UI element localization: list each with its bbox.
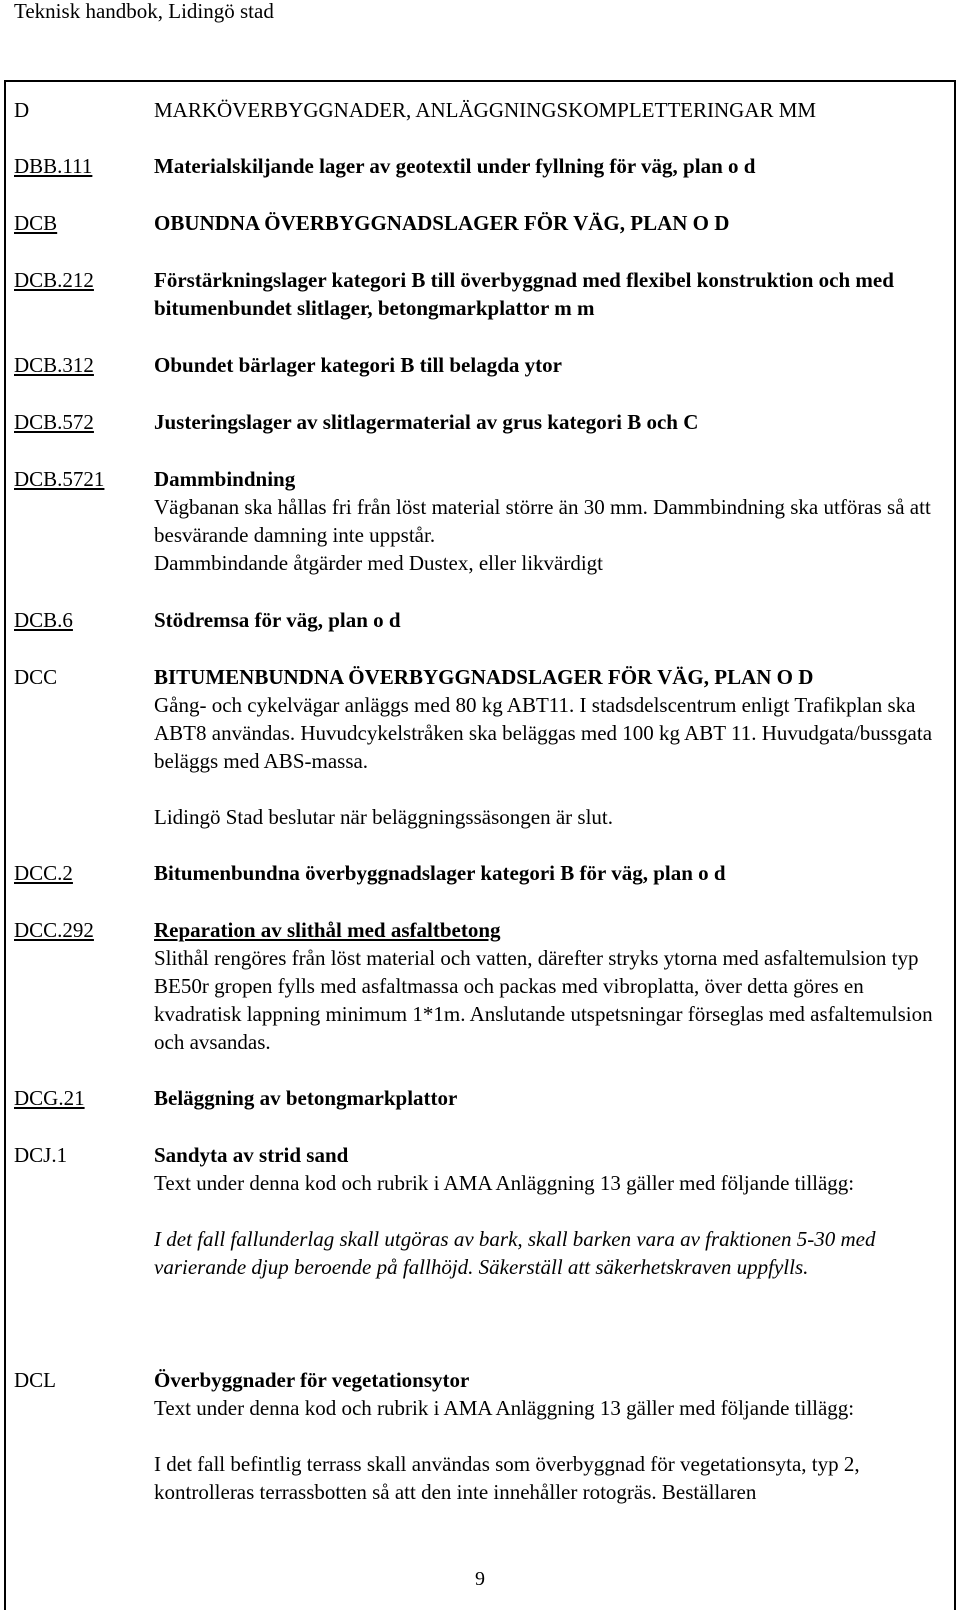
section-code: DCB.212: [14, 268, 94, 292]
section-content: [154, 663, 934, 831]
section-content: [154, 916, 934, 1056]
section-content: [154, 465, 934, 577]
section-note: Dammbindande åtgärder med Dustex, eller likvärdigt: [154, 551, 604, 575]
section-heading: Obundet bärlager kategori B till belagda ytor: [154, 353, 562, 377]
section-note: I det fall fallunderlag skall utgöras av bark, skall barken vara av fraktionen 5-30 med varierande djup beroende på fallhöjd. Säkerställ att säkerhetskraven uppfylls.: [154, 1227, 876, 1279]
running-header: Teknisk handbok, Lidingö stad: [14, 0, 274, 23]
section-heading: Sandyta av strid sand: [154, 1143, 349, 1167]
section-body: Text under denna kod och rubrik i AMA Anläggning 13 gäller med följande tillägg:: [154, 1171, 855, 1195]
section-heading: Överbyggnader för vegetationsytor: [154, 1368, 470, 1392]
section-heading: Reparation av slithål med asfaltbetong: [154, 918, 501, 942]
section-heading: [154, 96, 934, 124]
section-code: DBB.111: [14, 154, 93, 178]
section-content: [154, 1366, 934, 1506]
section-code: DCC: [14, 665, 58, 689]
section-note: I det fall befintlig terrass skall användas som överbyggnad för vegetationsyta, typ 2, kontrolleras terrassbotten så att den inte innehåller rotogräs. Beställaren: [154, 1452, 860, 1504]
section-heading: Dammbindning: [154, 467, 296, 491]
heading-text: MARKÖVERBYGGNADER, ANLÄGGNINGSKOMPLETTERINGAR MM: [154, 98, 817, 122]
section-body: Slithål rengöres från löst material och vatten, därefter stryks ytorna med asfaltemulsion typ BE50r gropen fylls med asfaltmassa och packas med vibroplatta, över detta göres en kvadratisk lappning minimum 1*1m. Anslutande utspetsningar förseglas med asfaltemulsion och avsandas.: [154, 946, 933, 1054]
section-code: DCJ.1: [14, 1143, 68, 1167]
section-code: DCB.5721: [14, 467, 105, 491]
section-code: DCC.292: [14, 918, 94, 942]
section-heading: Justeringslager av slitlagermaterial av grus kategori B och C: [154, 410, 699, 434]
section-heading: OBUNDNA ÖVERBYGGNADSLAGER FÖR VÄG, PLAN O D: [154, 211, 730, 235]
section-code: DCB.312: [14, 353, 94, 377]
section-heading: BITUMENBUNDNA ÖVERBYGGNADSLAGER FÖR VÄG, PLAN O D: [154, 665, 814, 689]
section-heading: Beläggning av betongmarkplattor: [154, 1086, 458, 1110]
section-note: Lidingö Stad beslutar när beläggningssäsongen är slut.: [154, 805, 613, 829]
section-body: Gång- och cykelvägar anläggs med 80 kg ABT11. I stadsdelscentrum enligt Trafikplan ska ABT8 användas. Huvudcykelstråken ska beläggas med 100 kg ABT 11. Huvudgata/bussgata beläggs med ABS-massa.: [154, 693, 933, 773]
section-code: DCB.572: [14, 410, 94, 434]
page-number: 9: [475, 1568, 485, 1590]
section-content: [154, 1141, 934, 1281]
section-code: DCC.2: [14, 861, 73, 885]
spec-table: [4, 80, 956, 1610]
section-heading: Förstärkningslager kategori B till överbyggnad med flexibel konstruktion och med bitumenbundet slitlager, betongmarkplattor m m: [154, 268, 894, 320]
section-code: DCB: [14, 211, 58, 235]
section-code: DCL: [14, 1368, 56, 1392]
section-body: Text under denna kod och rubrik i AMA Anläggning 13 gäller med följande tillägg:: [154, 1396, 855, 1420]
section-heading: Materialskiljande lager av geotextil under fyllning för väg, plan o d: [154, 154, 756, 178]
section-code: DCG.21: [14, 1086, 85, 1110]
section-code: DCB.6: [14, 608, 73, 632]
section-heading: Bitumenbundna överbyggnadslager kategori B för väg, plan o d: [154, 861, 726, 885]
section-code: D: [14, 98, 30, 122]
section-heading: Stödremsa för väg, plan o d: [154, 608, 401, 632]
section-body: Vägbanan ska hållas fri från löst material större än 30 mm. Dammbindning ska utföras så att besvärande damning inte uppstår.: [154, 495, 931, 547]
